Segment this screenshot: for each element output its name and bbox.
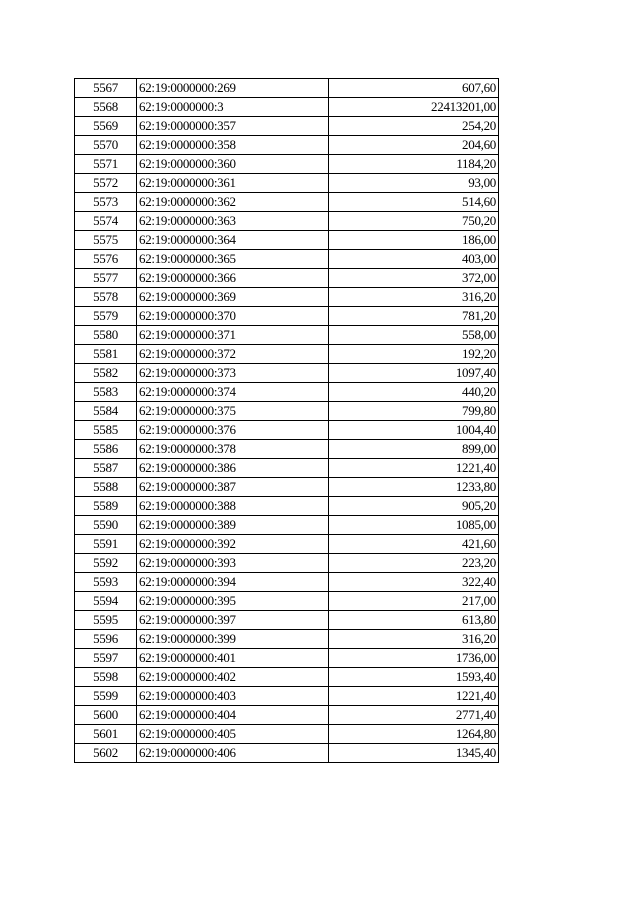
cadastral-number-cell: 62:19:0000000:362 [137,193,329,212]
row-number-cell: 5594 [75,592,137,611]
table-row [75,193,499,212]
row-number-cell: 5595 [75,611,137,630]
row-number-cell: 5580 [75,326,137,345]
row-number-cell: 5598 [75,668,137,687]
area-value-cell: 217,00 [329,592,499,611]
row-number-cell: 5576 [75,250,137,269]
cadastral-number-cell: 62:19:0000000:361 [137,174,329,193]
area-value-cell: 1004,40 [329,421,499,440]
area-value-cell: 1184,20 [329,155,499,174]
table-row [75,611,499,630]
area-value-cell: 1345,40 [329,744,499,763]
row-number-cell: 5588 [75,478,137,497]
cadastral-number-cell: 62:19:0000000:394 [137,573,329,592]
table-row [75,98,499,117]
table-row [75,383,499,402]
area-value-cell: 1593,40 [329,668,499,687]
area-value-cell: 2771,40 [329,706,499,725]
area-value-cell: 1221,40 [329,687,499,706]
row-number-cell: 5593 [75,573,137,592]
cadastral-number-cell: 62:19:0000000:373 [137,364,329,383]
table-row [75,573,499,592]
row-number-cell: 5578 [75,288,137,307]
cadastral-number-cell: 62:19:0000000:393 [137,554,329,573]
row-number-cell: 5586 [75,440,137,459]
table-row [75,554,499,573]
area-value-cell: 421,60 [329,535,499,554]
table-row [75,630,499,649]
row-number-cell: 5602 [75,744,137,763]
cadastral-number-cell: 62:19:0000000:403 [137,687,329,706]
area-value-cell: 316,20 [329,630,499,649]
table-row [75,269,499,288]
area-value-cell: 613,80 [329,611,499,630]
cadastral-number-cell: 62:19:0000000:388 [137,497,329,516]
area-value-cell: 781,20 [329,307,499,326]
cadastral-number-cell: 62:19:0000000:402 [137,668,329,687]
area-value-cell: 905,20 [329,497,499,516]
row-number-cell: 5591 [75,535,137,554]
cadastral-table [74,78,499,763]
row-number-cell: 5584 [75,402,137,421]
row-number-cell: 5599 [75,687,137,706]
row-number-cell: 5597 [75,649,137,668]
row-number-cell: 5601 [75,725,137,744]
cadastral-number-cell: 62:19:0000000:375 [137,402,329,421]
row-number-cell: 5567 [75,79,137,98]
table-row [75,687,499,706]
table-row [75,478,499,497]
cadastral-number-cell: 62:19:0000000:370 [137,307,329,326]
cadastral-number-cell: 62:19:0000000:371 [137,326,329,345]
cadastral-number-cell: 62:19:0000000:369 [137,288,329,307]
table-row [75,725,499,744]
table-row [75,516,499,535]
table-row [75,649,499,668]
table-row [75,440,499,459]
cadastral-number-cell: 62:19:0000000:374 [137,383,329,402]
area-value-cell: 1221,40 [329,459,499,478]
area-value-cell: 186,00 [329,231,499,250]
cadastral-number-cell: 62:19:0000000:376 [137,421,329,440]
table-row [75,421,499,440]
table-row [75,231,499,250]
row-number-cell: 5568 [75,98,137,117]
cadastral-number-cell: 62:19:0000000:363 [137,212,329,231]
row-number-cell: 5590 [75,516,137,535]
area-value-cell: 316,20 [329,288,499,307]
row-number-cell: 5574 [75,212,137,231]
cadastral-number-cell: 62:19:0000000:365 [137,250,329,269]
area-value-cell: 1097,40 [329,364,499,383]
table-body [75,79,499,763]
table-row [75,535,499,554]
row-number-cell: 5600 [75,706,137,725]
area-value-cell: 799,80 [329,402,499,421]
cadastral-number-cell: 62:19:0000000:386 [137,459,329,478]
area-value-cell: 322,40 [329,573,499,592]
row-number-cell: 5585 [75,421,137,440]
cadastral-number-cell: 62:19:0000000:372 [137,345,329,364]
row-number-cell: 5572 [75,174,137,193]
area-value-cell: 1085,00 [329,516,499,535]
area-value-cell: 1233,80 [329,478,499,497]
table-row [75,706,499,725]
table-row [75,136,499,155]
area-value-cell: 558,00 [329,326,499,345]
row-number-cell: 5592 [75,554,137,573]
area-value-cell: 1736,00 [329,649,499,668]
row-number-cell: 5596 [75,630,137,649]
table-row [75,592,499,611]
area-value-cell: 899,00 [329,440,499,459]
area-value-cell: 403,00 [329,250,499,269]
cadastral-number-cell: 62:19:0000000:3 [137,98,329,117]
table-row [75,288,499,307]
row-number-cell: 5583 [75,383,137,402]
cadastral-number-cell: 62:19:0000000:366 [137,269,329,288]
cadastral-number-cell: 62:19:0000000:357 [137,117,329,136]
cadastral-number-cell: 62:19:0000000:401 [137,649,329,668]
table-row [75,117,499,136]
table-row [75,307,499,326]
table-row [75,668,499,687]
area-value-cell: 22413201,00 [329,98,499,117]
table-row [75,174,499,193]
table-row [75,744,499,763]
cadastral-number-cell: 62:19:0000000:406 [137,744,329,763]
area-value-cell: 204,60 [329,136,499,155]
table-row [75,345,499,364]
table-row [75,212,499,231]
table-row [75,459,499,478]
row-number-cell: 5579 [75,307,137,326]
area-value-cell: 440,20 [329,383,499,402]
area-value-cell: 254,20 [329,117,499,136]
table-row [75,364,499,383]
cadastral-number-cell: 62:19:0000000:387 [137,478,329,497]
area-value-cell: 607,60 [329,79,499,98]
row-number-cell: 5581 [75,345,137,364]
area-value-cell: 223,20 [329,554,499,573]
cadastral-number-cell: 62:19:0000000:360 [137,155,329,174]
row-number-cell: 5571 [75,155,137,174]
row-number-cell: 5575 [75,231,137,250]
cadastral-number-cell: 62:19:0000000:364 [137,231,329,250]
area-value-cell: 1264,80 [329,725,499,744]
row-number-cell: 5589 [75,497,137,516]
row-number-cell: 5573 [75,193,137,212]
row-number-cell: 5582 [75,364,137,383]
table-row [75,326,499,345]
area-value-cell: 514,60 [329,193,499,212]
cadastral-number-cell: 62:19:0000000:405 [137,725,329,744]
cadastral-number-cell: 62:19:0000000:395 [137,592,329,611]
table-row [75,250,499,269]
cadastral-number-cell: 62:19:0000000:378 [137,440,329,459]
cadastral-number-cell: 62:19:0000000:269 [137,79,329,98]
table-row [75,402,499,421]
row-number-cell: 5570 [75,136,137,155]
row-number-cell: 5569 [75,117,137,136]
cadastral-number-cell: 62:19:0000000:399 [137,630,329,649]
area-value-cell: 372,00 [329,269,499,288]
table-row [75,497,499,516]
cadastral-number-cell: 62:19:0000000:358 [137,136,329,155]
cadastral-number-cell: 62:19:0000000:389 [137,516,329,535]
area-value-cell: 750,20 [329,212,499,231]
table-row [75,155,499,174]
row-number-cell: 5577 [75,269,137,288]
cadastral-number-cell: 62:19:0000000:392 [137,535,329,554]
cadastral-number-cell: 62:19:0000000:397 [137,611,329,630]
table-row [75,79,499,98]
cadastral-number-cell: 62:19:0000000:404 [137,706,329,725]
area-value-cell: 93,00 [329,174,499,193]
row-number-cell: 5587 [75,459,137,478]
area-value-cell: 192,20 [329,345,499,364]
